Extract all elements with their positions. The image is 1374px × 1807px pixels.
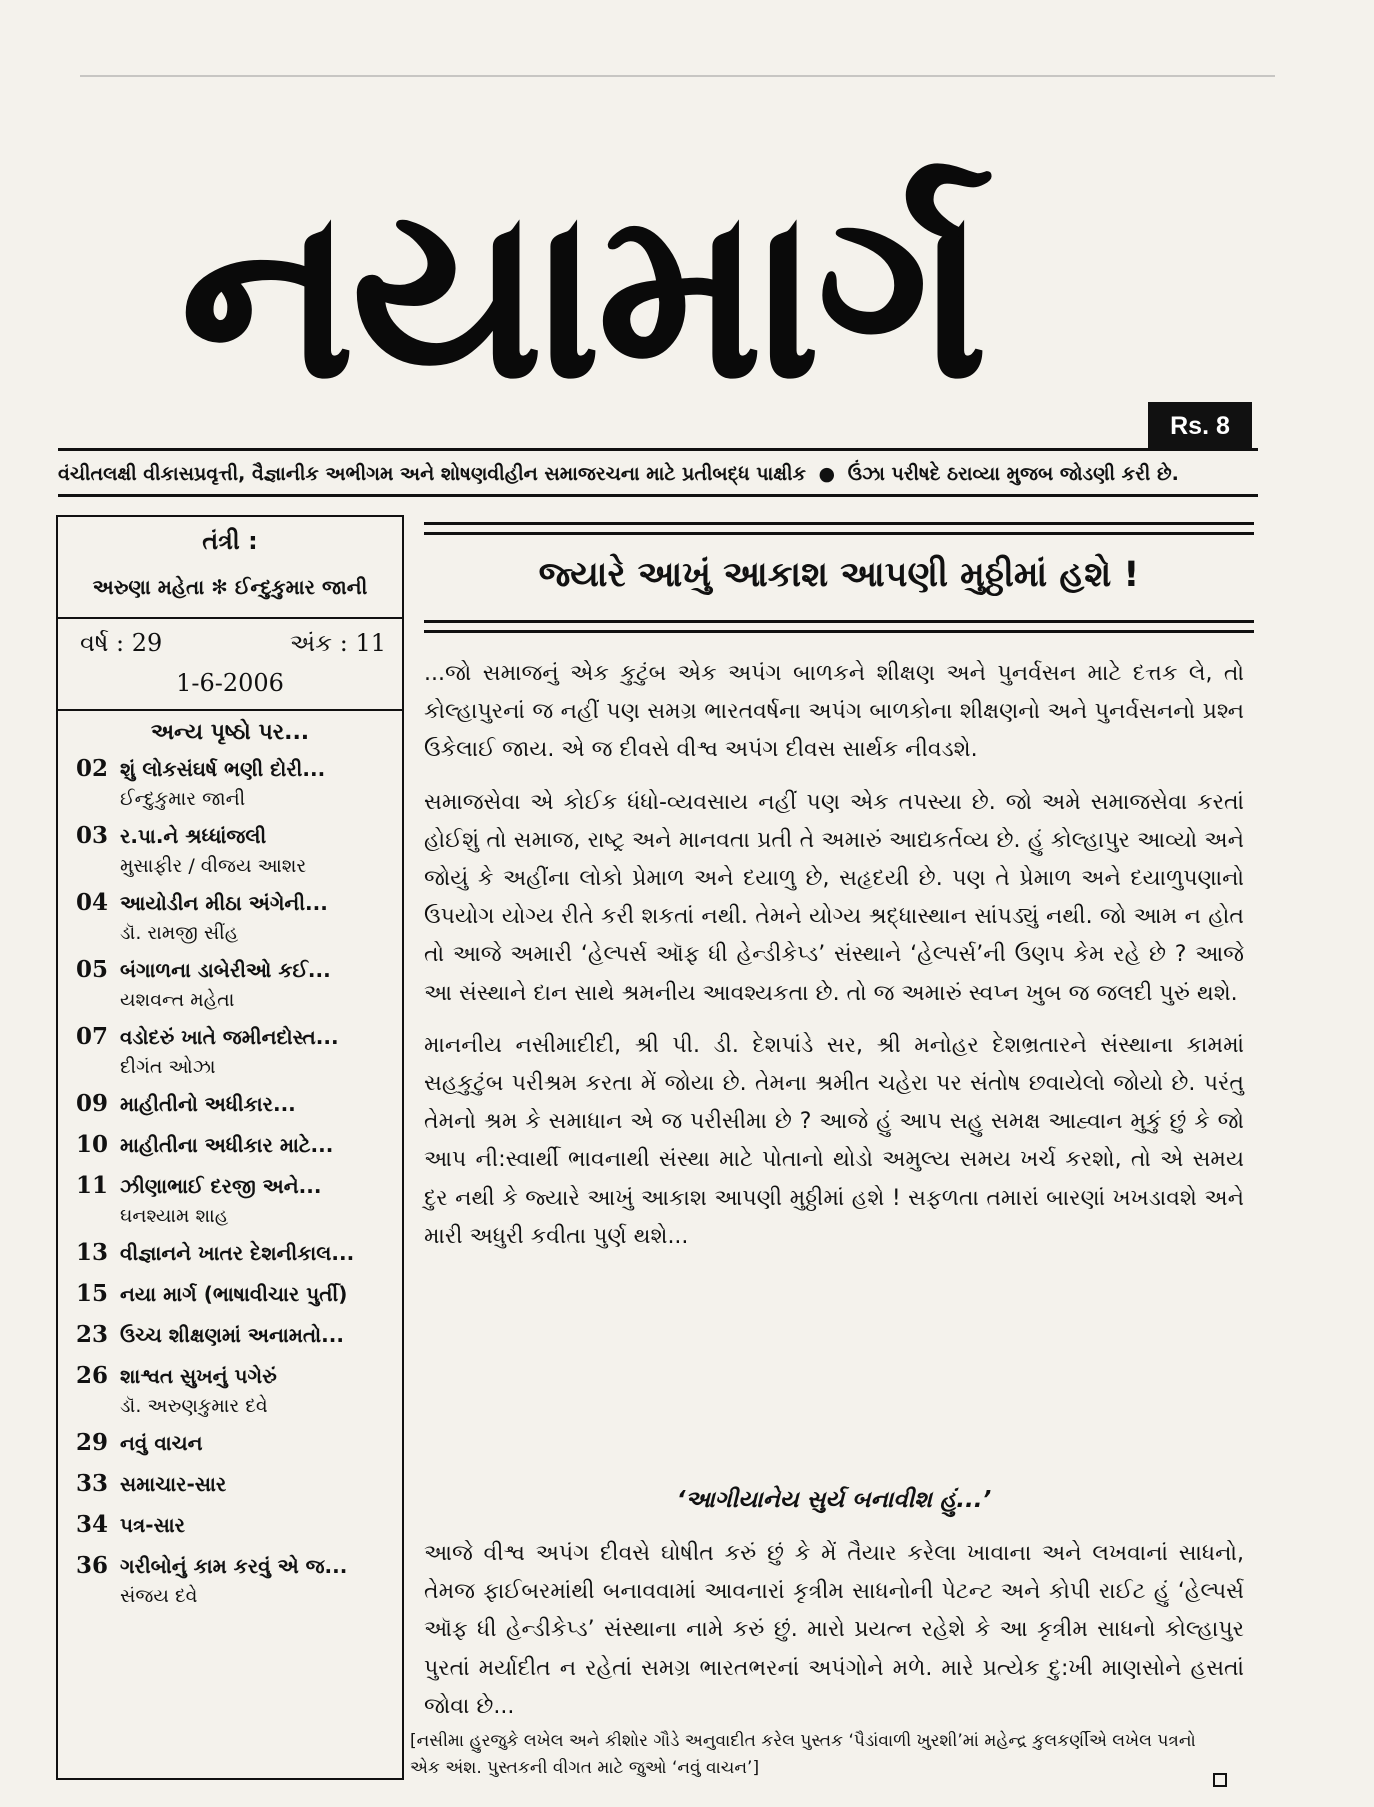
article-footnote: [નસીમા હુરજુકે લખેલ અને કીશોર ગૌડે અનુવાદીત કરેલ પુસ્તક ‘પૈડાંવાળી ખુરશી’માં મહેન્દ્ર કુલકર્ણીએ લખેલ પત્રનો એક અંશ. પુસ્તકની વીગત માટે જુઓ ‘નવું વાચન’] — [410, 1731, 1196, 1778]
toc-heading: અન્ય પૃષ્ઠો પર... — [150, 720, 310, 745]
toc-page-number: 36 — [76, 1552, 109, 1579]
toc-title: વીજ્ઞાનને ખાતર દેશનીકાલ... — [120, 1241, 355, 1265]
price-badge: Rs. 8 — [1148, 402, 1252, 450]
toc-title: નવું વાચન — [120, 1431, 203, 1455]
toc-author: ઘનશ્યામ શાહ — [120, 1205, 229, 1227]
issue-number: અંક : 11 — [289, 629, 386, 657]
toc-item — [76, 822, 398, 877]
toc-author: યશવન્ત મહેતા — [120, 989, 235, 1011]
tagline-spelling-note: ઉંઝા પરીષદે ઠરાવ્યા મુજબ જોડણી કરી છે. — [847, 463, 1179, 485]
toc-page-number: 07 — [76, 1023, 109, 1050]
toc-author: મુસાફીર / વીજય આશર — [120, 855, 307, 877]
sidebar-box — [56, 515, 404, 1780]
toc-title: માહીતીના અધીકાર માટે... — [120, 1133, 334, 1157]
toc-title: બંગાળના ડાબેરીઓ કઈ... — [120, 958, 331, 982]
headline-rule-bottom — [424, 620, 1254, 623]
toc-author: ઈન્દુકુમાર જાની — [120, 788, 246, 810]
toc-title: ઝીણાભાઈ દરજી અને... — [120, 1174, 322, 1198]
toc-page-number: 10 — [76, 1131, 109, 1158]
toc-item — [76, 755, 398, 810]
sidebar-rule — [58, 617, 402, 619]
issue-date: 1-6-2006 — [176, 669, 284, 697]
editor-label: તંત્રી : — [202, 527, 258, 555]
toc-title: ગરીબોનું કામ કરવું એ જ... — [120, 1554, 348, 1578]
toc-item — [76, 956, 398, 1011]
toc-page-number: 26 — [76, 1362, 109, 1389]
article-paragraph: માનનીય નસીમાદીદી, શ્રી પી. ડી. દેશપાંડે સર, શ્રી મનોહર દેશભ્રતારને સંસ્થાના કામમાં સહકુટુંબ પરીશ્રમ કરતા મેં જોયા છે. તેમના શ્રમીત ચહેરા પર સંતોષ છવાયેલો જોયો છે. પરંતુ તેમનો શ્રમ કે સમાધાન એ જ પરીસીમા છે ? આજે હું આપ સહુ સમક્ષ આહ્વાન મુકું છું કે જો આપ ની:સ્વાર્થી ભાવનાથી સંસ્થા માટે પોતાનો થોડો અમુલ્ય સમય ખર્ચ કરશો, તો એ સમય દુર નથી કે જ્યારે આખું આકાશ આપણી મુઠ્ઠીમાં હશે ! સફળતા તમારાં બારણાં ખખડાવશે અને મારી અધુરી કવીતા પુર્ણ થશે... — [424, 1032, 1244, 1249]
masthead-rule-bottom — [58, 494, 1258, 497]
toc-item — [76, 1552, 398, 1607]
toc-item — [76, 889, 398, 944]
headline-rule-top — [424, 532, 1254, 535]
masthead-tagline — [58, 458, 1258, 490]
article-headline: જ્યારે આખું આકાશ આપણી મુઠ્ઠીમાં હશે ! — [538, 555, 1140, 595]
editor-names: અરુણા મહેતા ✻ ઈન્દુકુમાર જાની — [92, 575, 368, 599]
toc-page-number: 05 — [76, 956, 109, 983]
toc-item — [76, 1239, 398, 1266]
toc-title: શું લોકસંઘર્ષ ભણી દોરી... — [120, 757, 326, 781]
article-paragraph: ...જો સમાજનું એક કુટુંબ એક અપંગ બાળકને શીક્ષણ અને પુનર્વસન માટે દત્તક લે, તો કોલ્હાપુરનાં જ નહીં પણ સમગ્ર ભારતવર્ષના અપંગ બાળકોના શીક્ષણનો અને પુનર્વસનનો પ્રશ્ન ઉકેલાઈ જાય. એ જ દીવસે વીશ્વ અપંગ દીવસ સાર્થક નીવડશે. — [424, 661, 1244, 763]
top-faint-rule — [80, 75, 1275, 77]
toc-page-number: 15 — [76, 1280, 109, 1307]
toc-page-number: 03 — [76, 822, 109, 849]
toc-page-number: 04 — [76, 889, 109, 916]
toc-page-number: 11 — [76, 1172, 109, 1199]
table-of-contents — [76, 755, 398, 1619]
toc-author: ડૉ. રામજી સીંહ — [120, 922, 239, 944]
article-paragraph: સમાજસેવા એ કોઈક ધંધો-વ્યવસાય નહીં પણ એક તપસ્યા છે. જો અમે સમાજસેવા કરતાં હોઈશું તો સમાજ, રાષ્ટ્ર અને માનવતા પ્રતી તે અમારું આદ્યકર્તવ્ય છે. હું કોલ્હાપુર આવ્યો અને જોયું કે અહીંના લોકો પ્રેમાળ અને દયાળુ છે, સહૃદયી છે. પણ તે પ્રેમાળ અને દયાળુપણાનો ઉપયોગ યોગ્ય રીતે કરી શકતાં નથી. તેમને યોગ્ય શ્રદ્ધાસ્થાન સાંપડ્યું નથી. જો આમ ન હોત તો આજે અમારી ‘હેલ્પર્સ ઑફ ધી હેન્ડીકેપ્ડ’ સંસ્થાને ‘હેલ્પર્સ’ની ઉણપ કેમ રહે છે ? આજે આ સંસ્થાને દાન સાથે શ્રમનીય આવશ્યકતા છે. તો જ અમારું સ્વપ્ન ખુબ જ જલદી પુરું થશે. — [424, 789, 1244, 1006]
toc-page-number: 13 — [76, 1239, 109, 1266]
toc-author: દીગંત ઓઝા — [120, 1056, 216, 1078]
toc-page-number: 23 — [76, 1321, 109, 1348]
toc-title: પત્ર-સાર — [120, 1513, 186, 1537]
toc-title: ર.પા.ને શ્રધ્ધાંજલી — [120, 824, 267, 848]
masthead-rule-top — [58, 448, 1258, 451]
toc-title: માહીતીનો અધીકાર... — [120, 1092, 296, 1116]
article-subhead: ‘આગીયાનેય સુર્ય બનાવીશ હું...’ — [676, 1487, 992, 1513]
sidebar-rule — [58, 709, 402, 711]
toc-page-number: 09 — [76, 1090, 109, 1117]
toc-page-number: 02 — [76, 755, 109, 782]
volume-number: વર્ષ : 29 — [80, 629, 163, 657]
toc-page-number: 34 — [76, 1511, 109, 1538]
toc-item — [76, 1362, 398, 1417]
toc-item — [76, 1172, 398, 1227]
end-mark-icon — [1213, 1773, 1227, 1787]
article-final-paragraph: આજે વીશ્વ અપંગ દીવસે ઘોષીત કરું છું કે મેં તૈયાર કરેલા ખાવાના અને લખવાનાં સાધનો, તેમજ ફાઈબરમાંથી બનાવવામાં આવનારાં કૃત્રીમ સાધનોની પેટન્ટ અને કોપી રાઈટ હું ‘હેલ્પર્સ ઑફ ધી હેન્ડીકેપ્ડ’ સંસ્થાના નામે કરું છું. મારો પ્રયત્ન રહેશે કે આ કૃત્રીમ સાધનો કોલ્હાપુર પુરતાં મર્યાદીત ન રહેતાં સમગ્ર ભારતભરનાં અપંગોને મળે. મારે પ્રત્યેક દુ:ખી માણસોને હસતાં જોવા છે... — [424, 1541, 1244, 1719]
toc-title: નયા માર્ગ (ભાષાવીચાર પુર્તી) — [120, 1282, 348, 1306]
toc-author: ડૉ. અરુણકુમાર દવે — [120, 1395, 268, 1417]
toc-title: આયોડીન મીઠા અંગેની... — [120, 891, 328, 915]
toc-title: ઉચ્ચ શીક્ષણમાં અનામતો... — [120, 1323, 344, 1347]
toc-item — [76, 1321, 398, 1348]
toc-title: શાશ્વત સુખનું પગેરું — [120, 1364, 277, 1388]
headline-rule-top — [424, 522, 1254, 525]
tagline-bullet: ● — [818, 463, 836, 485]
toc-author: સંજય દવે — [120, 1585, 198, 1607]
toc-item — [76, 1023, 398, 1078]
toc-item — [76, 1470, 398, 1497]
toc-page-number: 33 — [76, 1470, 109, 1497]
toc-title: વડોદરું ખાતે જમીનદોસ્ત... — [120, 1025, 339, 1049]
toc-item — [76, 1511, 398, 1538]
toc-item — [76, 1429, 398, 1456]
article-body — [424, 655, 1244, 1270]
toc-item — [76, 1131, 398, 1158]
toc-page-number: 29 — [76, 1429, 109, 1456]
masthead-title: નયામાર્ગ — [180, 158, 985, 431]
toc-title: સમાચાર-સાર — [120, 1472, 227, 1496]
toc-item — [76, 1280, 398, 1307]
tagline-text: વંચીતલક્ષી વીકાસપ્રવૃત્તી, વૈજ્ઞાનીક અભીગમ અને શોષણવીહીન સમાજરચના માટે પ્રતીબદ્ધ પાક્ષીક — [58, 463, 806, 485]
toc-item — [76, 1090, 398, 1117]
headline-rule-bottom — [424, 630, 1254, 633]
